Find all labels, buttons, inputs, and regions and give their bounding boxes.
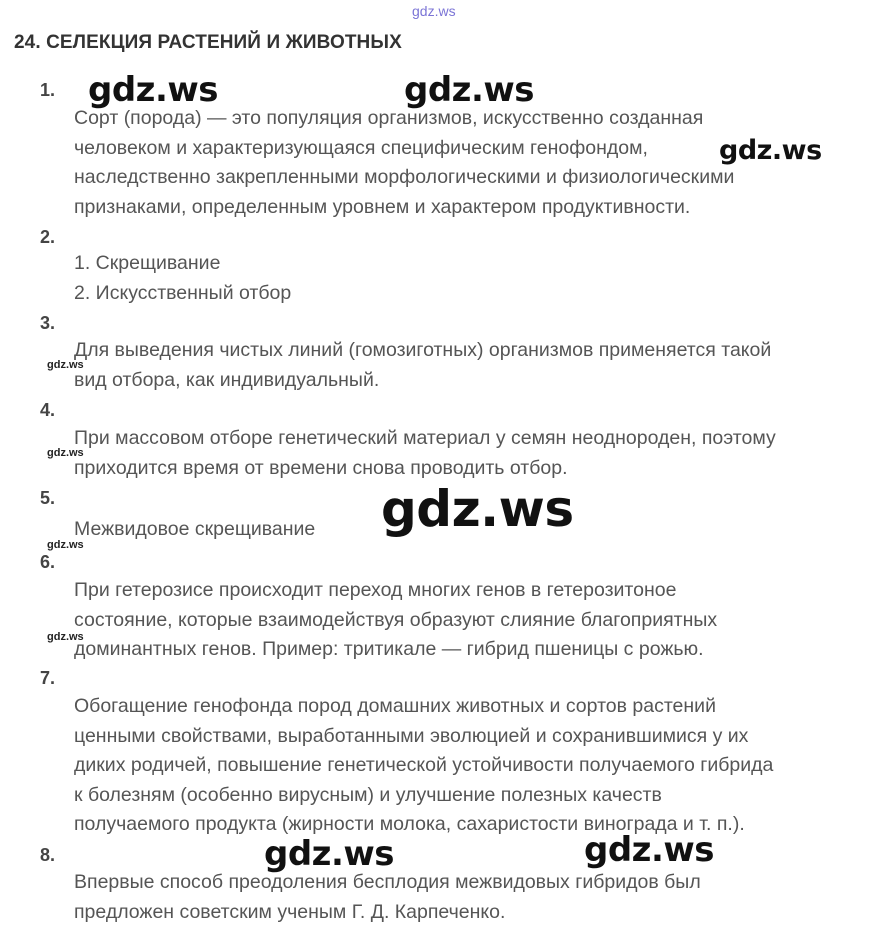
answer-line: При гетерозисе происходит переход многих генов в гетерозитоное bbox=[74, 579, 677, 601]
watermark-small: gdz.ws bbox=[47, 447, 84, 459]
answer-4 bbox=[74, 424, 776, 483]
watermark: gdz.ws bbox=[584, 830, 715, 870]
answer-5 bbox=[74, 515, 315, 545]
answer-line: Сорт (порода) — это популяция организмов, искусственно созданная bbox=[74, 107, 704, 129]
watermark: gdz.ws bbox=[88, 70, 219, 110]
answer-line: 2. Искусственный отбор bbox=[74, 281, 292, 304]
watermark-small: gdz.ws bbox=[47, 631, 84, 643]
item-number-5: 5. bbox=[40, 488, 56, 508]
answer-line: получаемого продукта (жирности молока, сахаристости винограда и т. п.). bbox=[74, 813, 745, 835]
answer-line: Обогащение генофонда пород домашних животных и сортов растений bbox=[74, 695, 716, 717]
watermark: gdz.ws bbox=[381, 480, 574, 538]
answer-line: вид отбора, как индивидуальный. bbox=[74, 368, 380, 391]
answer-line: к болезням (особенно вирусным) и улучшение полезных качеств bbox=[74, 783, 662, 806]
answer-2 bbox=[74, 249, 291, 308]
answer-3 bbox=[74, 336, 771, 395]
answer-line: человеком и характеризующаяся специфическим генофондом, bbox=[74, 136, 648, 159]
answer-1 bbox=[74, 104, 734, 222]
page-title: 24. СЕЛЕКЦИЯ РАСТЕНИЙ И ЖИВОТНЫХ bbox=[14, 32, 402, 53]
item-number-7: 7. bbox=[40, 668, 56, 688]
watermark: gdz.ws bbox=[264, 834, 395, 874]
watermark-small: gdz.ws bbox=[47, 539, 84, 551]
answer-line: наследственно закрепленными морфологическими и физиологическими bbox=[74, 166, 735, 188]
answer-line: признаками, определенным уровнем и характером продуктивности. bbox=[74, 195, 691, 218]
answer-6 bbox=[74, 576, 717, 665]
answer-line: 1. Скрещивание bbox=[74, 252, 221, 274]
answer-7 bbox=[74, 692, 773, 840]
watermark-small: gdz.ws bbox=[47, 359, 84, 371]
answer-line: Впервые способ преодоления бесплодия межвидовых гибридов был bbox=[74, 871, 701, 893]
answer-line: приходится время от времени снова проводить отбор. bbox=[74, 456, 568, 479]
watermark-top: gdz.ws bbox=[412, 3, 456, 19]
item-number-2: 2. bbox=[40, 227, 56, 247]
answer-line: состояние, которые взаимодействуя образуют слияние благоприятных bbox=[74, 608, 718, 631]
item-number-3: 3. bbox=[40, 313, 56, 333]
answer-line: доминантных генов. Пример: тритикале — гибрид пшеницы с рожью. bbox=[74, 638, 704, 660]
watermark: gdz.ws bbox=[404, 70, 535, 110]
answer-line: При массовом отборе генетический материал у семян неоднороден, поэтому bbox=[74, 427, 776, 449]
answer-line: Межвидовое скрещивание bbox=[74, 518, 316, 540]
item-number-1: 1. bbox=[40, 80, 56, 100]
answer-line: ценными свойствами, выработанными эволюцией и сохранившимися у их bbox=[74, 724, 749, 747]
watermark: gdz.ws bbox=[719, 135, 822, 166]
answer-8 bbox=[74, 868, 701, 927]
answer-line: Для выведения чистых линий (гомозиготных) организмов применяется такой bbox=[74, 339, 772, 361]
item-number-8: 8. bbox=[40, 845, 56, 865]
answer-line: предложен советским ученым Г. Д. Карпеченко. bbox=[74, 900, 506, 923]
item-number-4: 4. bbox=[40, 400, 56, 420]
item-number-6: 6. bbox=[40, 552, 56, 572]
answer-line: диких родичей, повышение генетической устойчивости получаемого гибрида bbox=[74, 754, 774, 776]
